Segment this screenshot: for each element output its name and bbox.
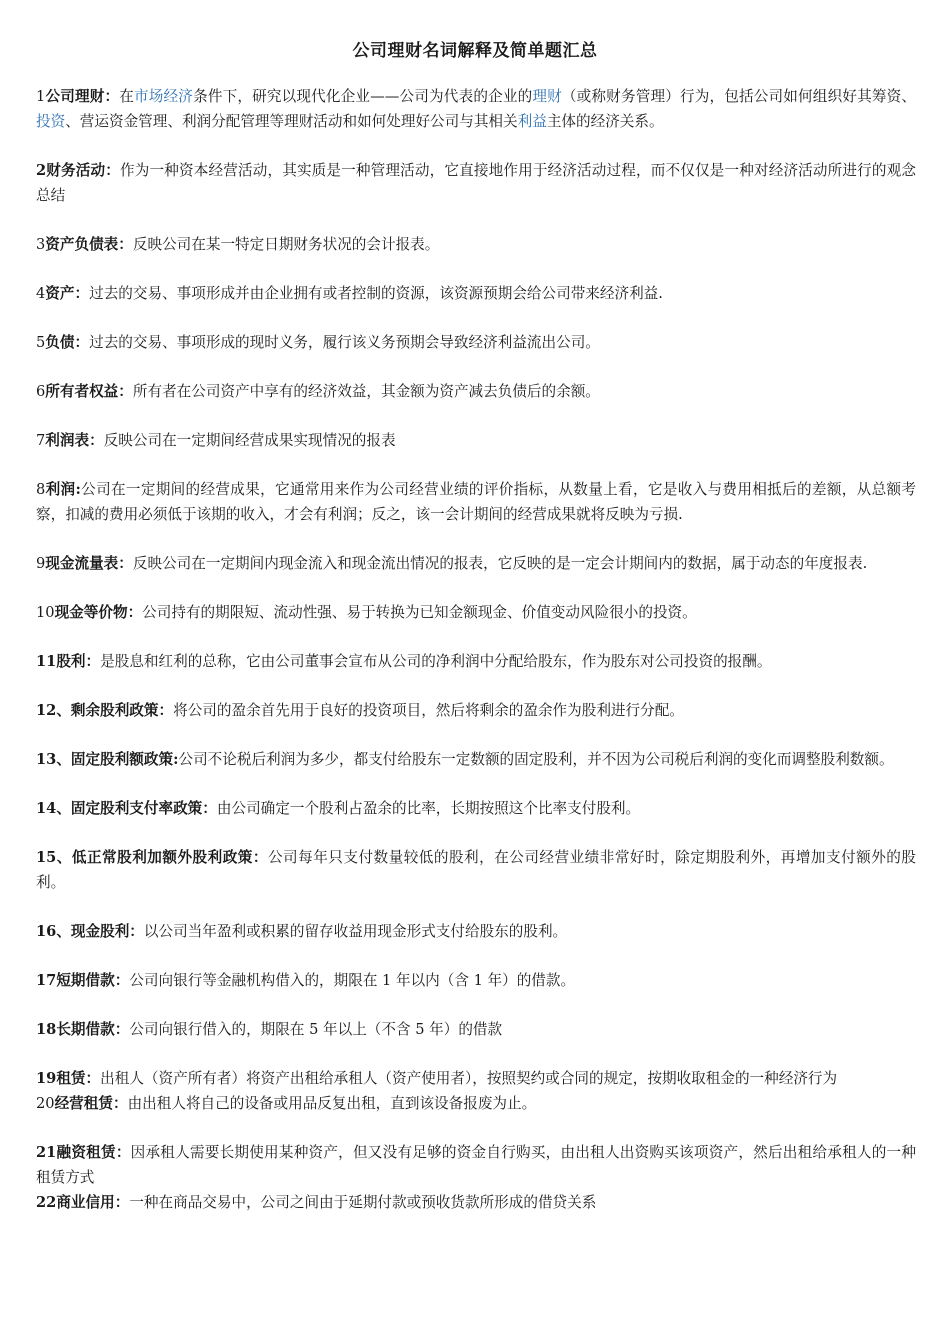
definition-entry: [36, 845, 916, 895]
entry-separator: ：: [202, 800, 217, 817]
entry-definition-text: 出租人（资产所有者）将资产出租给承租人（资产使用者），按照契约或合同的规定，按期收取租金的一种经济行为: [100, 1070, 838, 1087]
entry-definition-text: 、营运资金管理、利润分配管理等理财活动和如何处理好公司与其相关: [65, 113, 518, 130]
entry-separator: ：: [114, 1021, 130, 1038]
entry-number: 12: [36, 702, 57, 719]
entry-definition-text: 在: [119, 88, 135, 105]
entry-definition-text: 所有者在公司资产中享有的经济效益，其金额为资产减去负债后的余额。: [132, 383, 600, 400]
entry-separator: ：: [85, 653, 101, 670]
entry-definition-text: 作为一种资本经营活动，其实质是一种管理活动，它直接地作用于经济活动过程，而不仅仅是一种对经济活动所进行的观念总结: [36, 162, 916, 204]
entry-number: 6: [36, 383, 46, 400]
entry-definition-text: 公司向银行等金融机构借入的，期限在 1 年以内（含 1 年）的借款。: [129, 972, 576, 989]
entry-term: 现金等价物: [54, 604, 128, 621]
entry-term: 资产负债表: [45, 236, 119, 253]
keyword-link[interactable]: 利益: [517, 113, 547, 130]
entry-number: 18: [36, 1021, 57, 1038]
definition-entry: [36, 649, 916, 674]
entry-definition-text: 条件下，研究以现代化企业——公司为代表的企业的: [193, 88, 533, 105]
entry-separator: ：: [85, 1070, 101, 1087]
keyword-link[interactable]: 理财: [532, 88, 562, 105]
entry-number: 14: [36, 800, 57, 817]
entry-definition-text: 过去的交易、事项形成并由企业拥有或者控制的资源，该资源预期会给公司带来经济利益.: [89, 285, 663, 302]
entry-number: 2: [36, 162, 47, 179]
entry-term: 现金流量表: [45, 555, 119, 572]
definition-entry: [36, 1091, 916, 1116]
entry-separator: ：: [114, 972, 130, 989]
entry-definition-text: 公司向银行借入的，期限在 5 年以上（不含 5 年）的借款: [129, 1021, 503, 1038]
entry-number: 9: [36, 555, 46, 572]
entry-number: 7: [36, 432, 46, 449]
keyword-link[interactable]: 投资: [36, 113, 66, 130]
entry-term: 负债: [45, 334, 75, 351]
entry-number: 5: [36, 334, 46, 351]
entry-definition-text: 是股息和红利的总称，它由公司董事会宣布从公司的净利润中分配给股东，作为股东对公司投资的报酬。: [100, 653, 772, 670]
definition-entry: [36, 477, 916, 527]
entry-separator: ：: [114, 1194, 130, 1211]
definition-entry: [36, 968, 916, 993]
definition-entry: [36, 1140, 916, 1190]
entry-definition-text: 公司持有的期限短、流动性强、易于转换为已知金额现金、价值变动风险很小的投资。: [142, 604, 697, 621]
entry-definition-text: 将公司的盈余首先用于良好的投资项目，然后将剩余的盈余作为股利进行分配。: [173, 702, 684, 719]
entry-definition-text: 一种在商品交易中，公司之间由于延期付款或预收货款所形成的借贷关系: [129, 1194, 597, 1211]
entry-term: 长期借款: [56, 1021, 115, 1038]
definition-entry: [36, 84, 916, 134]
entry-definition-text: 由公司确定一个股利占盈余的比率，长期按照这个比率支付股利。: [216, 800, 641, 817]
entry-separator: ：: [89, 432, 104, 449]
definition-entry: [36, 1190, 916, 1215]
entry-number: 15: [36, 849, 57, 866]
definition-entry: [36, 600, 916, 625]
entry-term: 短期借款: [56, 972, 115, 989]
entry-number: 13: [36, 751, 57, 768]
entry-number: 19: [36, 1070, 57, 1087]
entry-definition-text: 主体的经济关系。: [546, 113, 664, 130]
entry-number: 8: [36, 481, 46, 498]
entry-definition-text: 反映公司在一定期间经营成果实现情况的报表: [103, 432, 396, 449]
entry-separator: ：: [252, 849, 268, 866]
keyword-link[interactable]: 市场经济: [134, 88, 194, 105]
definition-entry: [36, 330, 916, 355]
definition-entry: [36, 1066, 916, 1091]
entry-term: 、剩余股利政策: [56, 702, 159, 719]
entry-term: 融资租赁: [56, 1144, 116, 1161]
entry-term: 经营租赁: [54, 1095, 113, 1112]
entry-separator: ：: [129, 923, 144, 940]
entry-definition-text: 公司不论税后利润为多少，都支付给股东一定数额的固定股利，并不因为公司税后利润的变化而调整股利数额。: [178, 751, 894, 768]
entry-definition-text: 公司在一定期间的经营成果，它通常用来作为公司经营业绩的评价指标，从数量上看，它是收入与费用相抵后的差额，从总额考察，扣减的费用必须低于该期的收入，才会有利润；反之，该一会计期间的经营成果就将反映为亏损.: [36, 481, 916, 523]
entry-separator: ：: [118, 236, 133, 253]
entry-definition-text: 过去的交易、事项形成的现时义务，履行该义务预期会导致经济利益流出公司。: [89, 334, 600, 351]
definition-entry: [36, 281, 916, 306]
entry-term: 公司理财: [45, 88, 105, 105]
entry-separator: ：: [104, 88, 120, 105]
entry-definition-text: 以公司当年盈利或积累的留存收益用现金形式支付给股东的股利。: [143, 923, 568, 940]
entry-number: 16: [36, 923, 57, 940]
definition-entry: [36, 796, 916, 821]
definition-entry: [36, 428, 916, 453]
entry-definition-text: （或称财务管理）行为，包括公司如何组织好其筹资、: [561, 88, 916, 105]
entry-number: 20: [36, 1095, 55, 1112]
entry-definition-text: 由出租人将自己的设备或用品反复出租，直到该设备报废为止。: [127, 1095, 537, 1112]
entry-definition-text: 因承租人需要长期使用某种资产，但又没有足够的资金自行购买，由出租人出资购买该项资产，然后出租给承租人的一种租赁方式: [36, 1144, 916, 1186]
entry-separator: ：: [127, 604, 143, 621]
entry-separator: :: [75, 481, 81, 498]
definition-entry: [36, 747, 916, 772]
entry-term: 、固定股利支付率政策: [56, 800, 203, 817]
entry-term: 资产: [45, 285, 75, 302]
entry-definition-text: 反映公司在一定期间内现金流入和现金流出情况的报表，它反映的是一定会计期间内的数据，属于动态的年度报表.: [132, 555, 868, 572]
entry-number: 10: [36, 604, 55, 621]
definition-entry: [36, 1017, 916, 1042]
entry-separator: ：: [74, 334, 90, 351]
entry-number: 17: [36, 972, 57, 989]
entry-separator: ：: [74, 285, 90, 302]
entry-term: 、现金股利: [56, 923, 130, 940]
entry-separator: ：: [118, 555, 133, 572]
entry-number: 3: [36, 236, 46, 253]
entry-term: 利润: [45, 481, 76, 498]
entry-number: 21: [36, 1144, 57, 1161]
entry-separator: ：: [118, 383, 133, 400]
definition-list: [36, 84, 916, 1239]
entry-number: 11: [36, 653, 57, 670]
entry-term: 租赁: [56, 1070, 86, 1087]
definition-entry: [36, 698, 916, 723]
entry-term: 、低正常股利加额外股利政策: [56, 849, 253, 866]
entry-term: 财务活动: [46, 162, 106, 179]
entry-definition-text: 公司每年只支付数量较低的股利，在公司经营业绩非常好时，除定期股利外，再增加支付额外的股利。: [36, 849, 916, 891]
entry-term: 股利: [56, 653, 86, 670]
entry-number: 1: [36, 88, 46, 105]
entry-separator: ：: [115, 1144, 131, 1161]
entry-term: 、固定股利额政策: [56, 751, 174, 768]
entry-number: 22: [36, 1194, 57, 1211]
definition-entry: [36, 551, 916, 576]
entry-definition-text: 反映公司在某一特定日期财务状况的会计报表。: [132, 236, 440, 253]
entry-separator: ：: [105, 162, 121, 179]
entry-number: 4: [36, 285, 46, 302]
entry-separator: ：: [158, 702, 174, 719]
definition-entry: [36, 158, 916, 208]
entry-term: 利润表: [45, 432, 90, 449]
definition-entry: [36, 379, 916, 404]
entry-separator: ：: [112, 1095, 128, 1112]
entry-term: 商业信用: [56, 1194, 115, 1211]
document-title: 公司理财名词解释及简单题汇总: [352, 41, 598, 61]
entry-separator: :: [173, 751, 179, 768]
entry-term: 所有者权益: [45, 383, 119, 400]
definition-entry: [36, 232, 916, 257]
definition-entry: [36, 919, 916, 944]
